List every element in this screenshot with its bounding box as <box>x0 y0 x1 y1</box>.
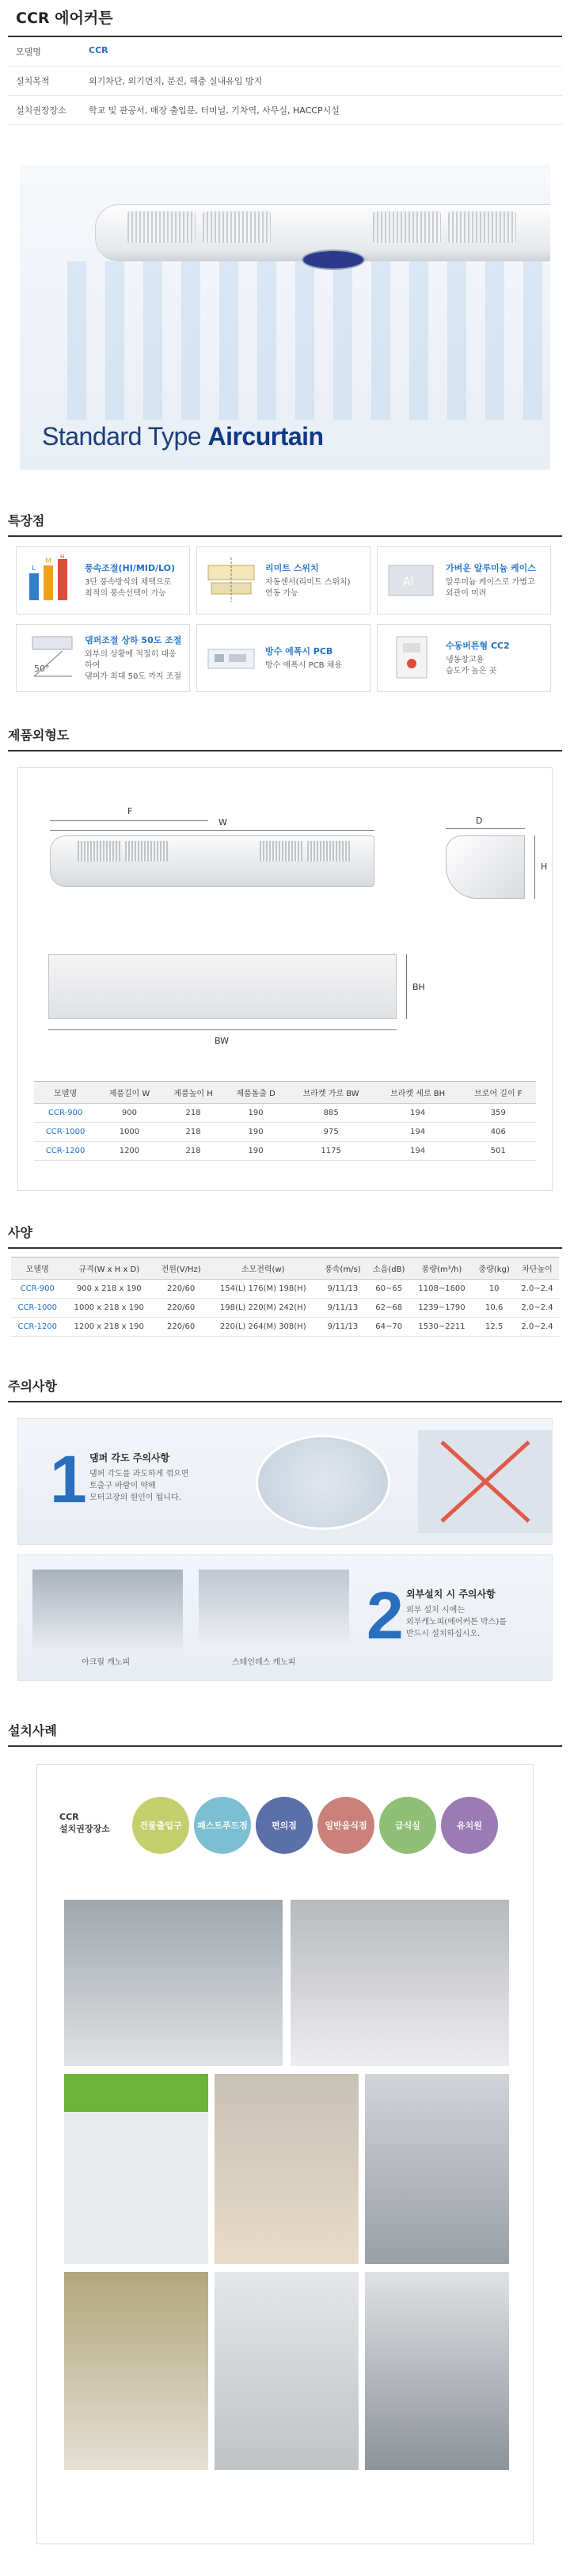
caption-stainless: 스테인레스 캐노피 <box>232 1658 296 1667</box>
table-header: 모델명 <box>34 1082 97 1104</box>
info-row-model <box>8 37 562 67</box>
table-header: 소모전력(w) <box>207 1258 318 1280</box>
feature-title: 리미트 스위치 <box>265 563 319 573</box>
table-cell: 2.0~2.4 <box>515 1280 559 1299</box>
install-photo <box>365 2272 509 2470</box>
caution-desc: 댐퍼 각도를 과도하게 꺾으면 토출구 바람이 약해 모터고장의 원인이 됩니다. <box>89 1470 189 1502</box>
caution-image-wrong <box>418 1430 553 1533</box>
info-value: 학교 및 관공서, 매장 출입문, 터미널, 기차역, 사무실, HACCP시설 <box>89 105 340 116</box>
feature-card <box>16 546 190 615</box>
svg-text:L: L <box>32 565 36 573</box>
stainless-canopy-image <box>199 1570 349 1649</box>
table-row <box>11 1318 559 1337</box>
install-photo <box>64 2272 208 2470</box>
dim-label-bw: BW <box>215 1036 230 1046</box>
table-cell: 501 <box>461 1142 536 1161</box>
table-cell: 194 <box>375 1104 461 1123</box>
side-view <box>446 835 525 899</box>
table-cell: 1108~1600 <box>411 1280 473 1299</box>
table-cell: CCR-1200 <box>34 1142 97 1161</box>
install-photo <box>64 2074 208 2264</box>
info-value: CCR <box>89 45 108 55</box>
install-photo <box>291 1900 509 2066</box>
table-cell: 10.6 <box>473 1299 515 1318</box>
table-header: 중량(kg) <box>473 1258 515 1280</box>
caution-title: 외부설치 시 주의사항 <box>406 1589 496 1600</box>
table-cell: 220/60 <box>154 1280 207 1299</box>
table-cell: 218 <box>162 1104 225 1123</box>
dim-label-w: W <box>218 817 227 828</box>
caption-acrylic: 아크릴 캐노피 <box>82 1658 131 1667</box>
limit-switch-icon <box>203 554 259 607</box>
table-cell: CCR-1000 <box>34 1123 97 1142</box>
table-cell: 190 <box>225 1142 287 1161</box>
table-cell: 975 <box>287 1123 375 1142</box>
table-cell: 9/11/13 <box>318 1318 367 1337</box>
table-header: 소음(dB) <box>367 1258 411 1280</box>
caution-title: 댐퍼 각도 주의사항 <box>89 1452 170 1463</box>
caution-heading: 주의사항 <box>8 1376 562 1402</box>
table-header: 규격(W x H x D) <box>64 1258 154 1280</box>
install-place-circle: 급식실 <box>379 1797 436 1854</box>
table-cell: 9/11/13 <box>318 1280 367 1299</box>
feature-card <box>377 546 551 615</box>
table-cell: 190 <box>225 1104 287 1123</box>
info-row-places <box>8 96 562 125</box>
table-header: 전원(V/Hz) <box>154 1258 207 1280</box>
bracket-view <box>48 954 397 1019</box>
table-cell: 1200 x 218 x 190 <box>64 1318 154 1337</box>
table-cell: 220/60 <box>154 1299 207 1318</box>
table-row <box>34 1142 536 1161</box>
caution-damper <box>17 1418 553 1545</box>
install-photo <box>365 2074 509 2264</box>
install-label: CCR 설치권장장소 <box>59 1812 110 1834</box>
install-examples <box>36 1764 534 2544</box>
feature-desc: 냉동창고용 습도가 높은 곳 <box>446 656 497 675</box>
table-cell: 62~68 <box>367 1299 411 1318</box>
table-header: 브로어 길이 F <box>461 1082 536 1104</box>
install-heading: 설치사례 <box>8 1721 562 1747</box>
feature-desc: 자동센서(리미트 스위치) 연동 가능 <box>265 578 351 598</box>
table-header: 제품높이 H <box>162 1082 225 1104</box>
info-key: 설치목적 <box>16 76 50 86</box>
table-header: 제품길이 W <box>97 1082 162 1104</box>
table-cell: CCR-900 <box>34 1104 97 1123</box>
table-cell: 1239~1790 <box>411 1299 473 1318</box>
hero-title: Standard Type Aircurtain <box>42 422 324 451</box>
table-row <box>11 1299 559 1318</box>
aircurtain-product-image <box>95 204 550 261</box>
table-row <box>11 1280 559 1299</box>
acrylic-canopy-image <box>32 1570 183 1649</box>
dimensions-heading: 제품외형도 <box>8 725 562 751</box>
table-cell: 1000 <box>97 1123 162 1142</box>
spec-table <box>11 1257 559 1337</box>
table-row <box>34 1104 536 1123</box>
feature-grid <box>16 546 554 692</box>
table-cell: 9/11/13 <box>318 1299 367 1318</box>
features-heading: 특장점 <box>8 511 562 537</box>
caution-number: 2 <box>367 1578 404 1653</box>
info-value: 외기차단, 외기먼지, 분진, 해충 실내유입 방지 <box>89 76 263 86</box>
caution-desc: 외부 설치 시에는 외부캐노피(에어커튼 박스)를 반드시 설치하십시오. <box>406 1606 507 1638</box>
table-cell: 359 <box>461 1104 536 1123</box>
install-place-circle: 건물 출입구 <box>132 1797 189 1854</box>
brand-logo <box>302 249 365 270</box>
feature-card <box>377 624 551 692</box>
table-cell: 885 <box>287 1104 375 1123</box>
table-cell: CCR-900 <box>11 1280 64 1299</box>
feature-card <box>16 624 190 692</box>
table-cell: 12.5 <box>473 1318 515 1337</box>
table-cell: 220/60 <box>154 1318 207 1337</box>
table-row <box>34 1123 536 1142</box>
table-cell: 2.0~2.4 <box>515 1318 559 1337</box>
install-photo <box>64 1900 283 2066</box>
damper-angle-icon: 50° <box>23 632 78 684</box>
table-cell: 218 <box>162 1142 225 1161</box>
manual-button-icon <box>384 632 439 684</box>
feature-desc: 3단 풍속방식의 채택으로 최적의 풍속선택이 가능 <box>85 578 172 598</box>
pcb-icon <box>203 632 259 684</box>
table-cell: 218 <box>162 1123 225 1142</box>
feature-desc: 방수 에폭시 PCB 채용 <box>265 661 343 670</box>
info-key: 설치권장장소 <box>16 105 66 116</box>
table-cell: 1000 x 218 x 190 <box>64 1299 154 1318</box>
table-header: 풍량(m³/h) <box>411 1258 473 1280</box>
aluminum-case-icon <box>384 554 439 607</box>
spec-heading: 사양 <box>8 1223 562 1249</box>
table-cell: 900 <box>97 1104 162 1123</box>
table-cell: 1175 <box>287 1142 375 1161</box>
fan-speed-icon <box>23 554 78 607</box>
hero-banner <box>20 165 550 470</box>
table-cell: 198(L) 220(M) 242(H) <box>207 1299 318 1318</box>
dimension-drawing <box>17 767 553 1191</box>
table-header: 차단높이 <box>515 1258 559 1280</box>
svg-text:M: M <box>45 557 51 565</box>
feature-desc: 외부의 상황에 적절히 대응하여 댐퍼가 최대 50도 까지 조절 <box>85 650 182 681</box>
dim-label-f: F <box>127 806 133 816</box>
install-place-circle: 일반 음식점 <box>317 1797 374 1854</box>
table-cell: 406 <box>461 1123 536 1142</box>
table-cell: 154(L) 176(M) 198(H) <box>207 1280 318 1299</box>
table-cell: CCR-1200 <box>11 1318 64 1337</box>
caution-number: 1 <box>50 1442 87 1516</box>
table-header: 브라켓 가로 BW <box>287 1082 375 1104</box>
dimension-table <box>34 1081 536 1161</box>
table-cell: 900 x 218 x 190 <box>64 1280 154 1299</box>
table-cell: 190 <box>225 1123 287 1142</box>
info-row-purpose <box>8 67 562 96</box>
feature-title: 수동버튼형 CC2 <box>446 641 510 651</box>
table-cell: 64~70 <box>367 1318 411 1337</box>
feature-title: 방수 에폭시 PCB <box>265 646 333 656</box>
install-place-circle: 패스트 푸드점 <box>194 1797 251 1854</box>
table-cell: CCR-1000 <box>11 1299 64 1318</box>
front-view <box>50 835 374 887</box>
caution-outdoor <box>17 1554 553 1681</box>
page-title: CCR 에어커튼 <box>8 0 562 37</box>
table-header: 모델명 <box>11 1258 64 1280</box>
dim-label-d: D <box>476 816 483 826</box>
table-cell: 1530~2211 <box>411 1318 473 1337</box>
dim-label-bh: BH <box>412 982 425 992</box>
table-cell: 1200 <box>97 1142 162 1161</box>
svg-text:H: H <box>60 554 65 560</box>
table-header: 풍속(m/s) <box>318 1258 367 1280</box>
feature-desc: 알루미늄 케이스로 가볍고 외관이 미려 <box>446 578 535 598</box>
table-cell: 220(L) 264(M) 308(H) <box>207 1318 318 1337</box>
table-cell: 194 <box>375 1142 461 1161</box>
table-header: 제품돌출 D <box>225 1082 287 1104</box>
feature-card <box>196 624 370 692</box>
table-cell: 60~65 <box>367 1280 411 1299</box>
info-key: 모델명 <box>16 47 41 57</box>
install-place-circle: 유치원 <box>441 1797 498 1854</box>
dim-label-h: H <box>541 862 548 872</box>
table-cell: 10 <box>473 1280 515 1299</box>
caution-image-ok <box>256 1435 390 1530</box>
airflow-graphic <box>67 261 550 420</box>
feature-title: 가벼운 알루미늄 케이스 <box>446 563 536 573</box>
install-photo <box>215 2074 359 2264</box>
install-place-circle: 편의점 <box>256 1797 313 1854</box>
table-header: 브라켓 세로 BH <box>375 1082 461 1104</box>
feature-title: 풍속조절(HI/MID/LO) <box>85 563 176 573</box>
feature-title: 댐퍼조절 상하 50도 조절 <box>85 635 182 645</box>
svg-text:Al: Al <box>403 576 414 588</box>
table-cell: 194 <box>375 1123 461 1142</box>
table-cell: 2.0~2.4 <box>515 1299 559 1318</box>
feature-card <box>196 546 370 615</box>
install-photo <box>215 2272 359 2470</box>
